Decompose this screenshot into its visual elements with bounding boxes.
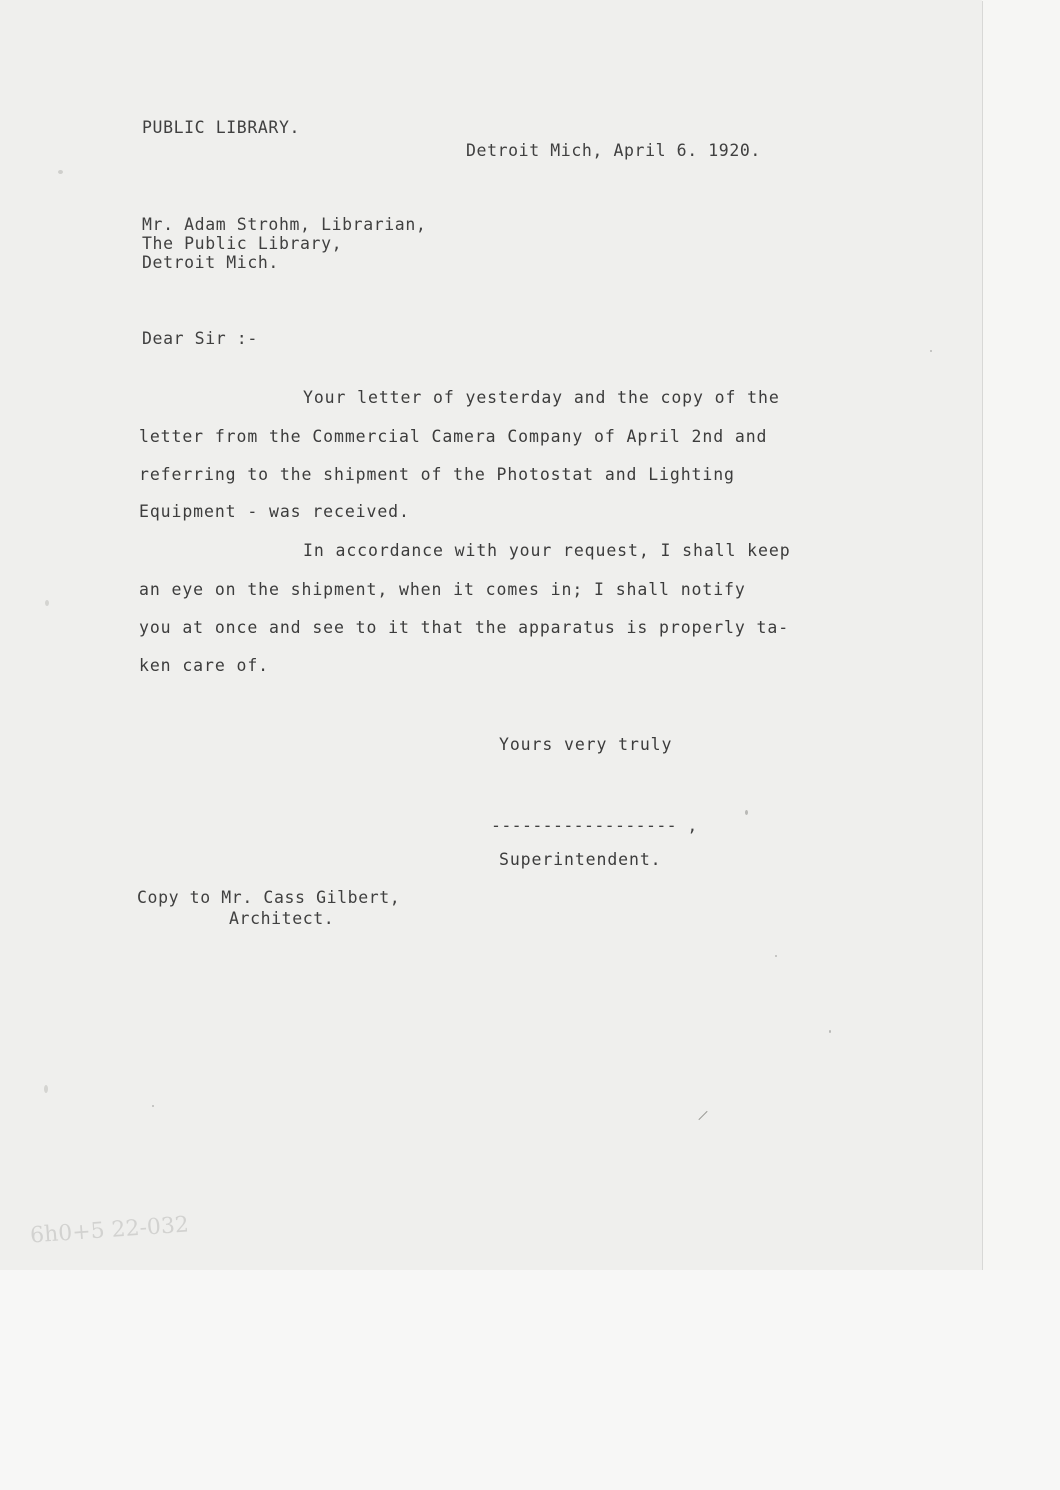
recipient-organization: The Public Library, — [142, 234, 343, 253]
paragraph2-line3: you at once and see to it that the apparatus is properly ta- — [139, 618, 790, 637]
dateline: Detroit Mich, April 6. 1920. — [466, 141, 761, 160]
paper-blemish — [45, 600, 49, 606]
paragraph1-line2: letter from the Commercial Camera Company of April 2nd and — [139, 427, 768, 446]
paper-blemish — [44, 1085, 48, 1093]
faint-reverse-mark: 6h0+5 22-032 — [29, 1212, 190, 1249]
paper-blemish — [829, 1030, 831, 1033]
scan-background — [0, 1270, 1060, 1490]
paragraph2-line1: In accordance with your request, I shall keep — [303, 541, 791, 560]
pencil-mark — [698, 1111, 707, 1120]
paper-blemish — [58, 170, 63, 174]
signature-line: ------------------ , — [491, 816, 698, 835]
copy-to-title: Architect. — [229, 909, 335, 928]
closing: Yours very truly — [499, 735, 673, 754]
recipient-city: Detroit Mich. — [142, 253, 279, 272]
letterhead: PUBLIC LIBRARY. — [142, 118, 301, 137]
ink-speck — [745, 810, 748, 815]
paper-blemish — [775, 955, 777, 957]
paper-blemish — [930, 350, 932, 352]
paragraph1-line3: referring to the shipment of the Photostat and Lighting — [139, 465, 735, 484]
copy-to-line: Copy to Mr. Cass Gilbert, — [137, 888, 401, 907]
salutation: Dear Sir :- — [142, 329, 258, 348]
signature-title: Superintendent. — [499, 850, 662, 869]
paragraph1-line4: Equipment - was received. — [139, 502, 410, 521]
paragraph2-line4: ken care of. — [139, 656, 270, 675]
paragraph1-line1: Your letter of yesterday and the copy of the — [303, 388, 780, 407]
recipient-name: Mr. Adam Strohm, Librarian, — [142, 215, 427, 234]
paragraph2-line2: an eye on the shipment, when it comes in; I shall notify — [139, 580, 746, 599]
paper-blemish — [152, 1105, 154, 1107]
